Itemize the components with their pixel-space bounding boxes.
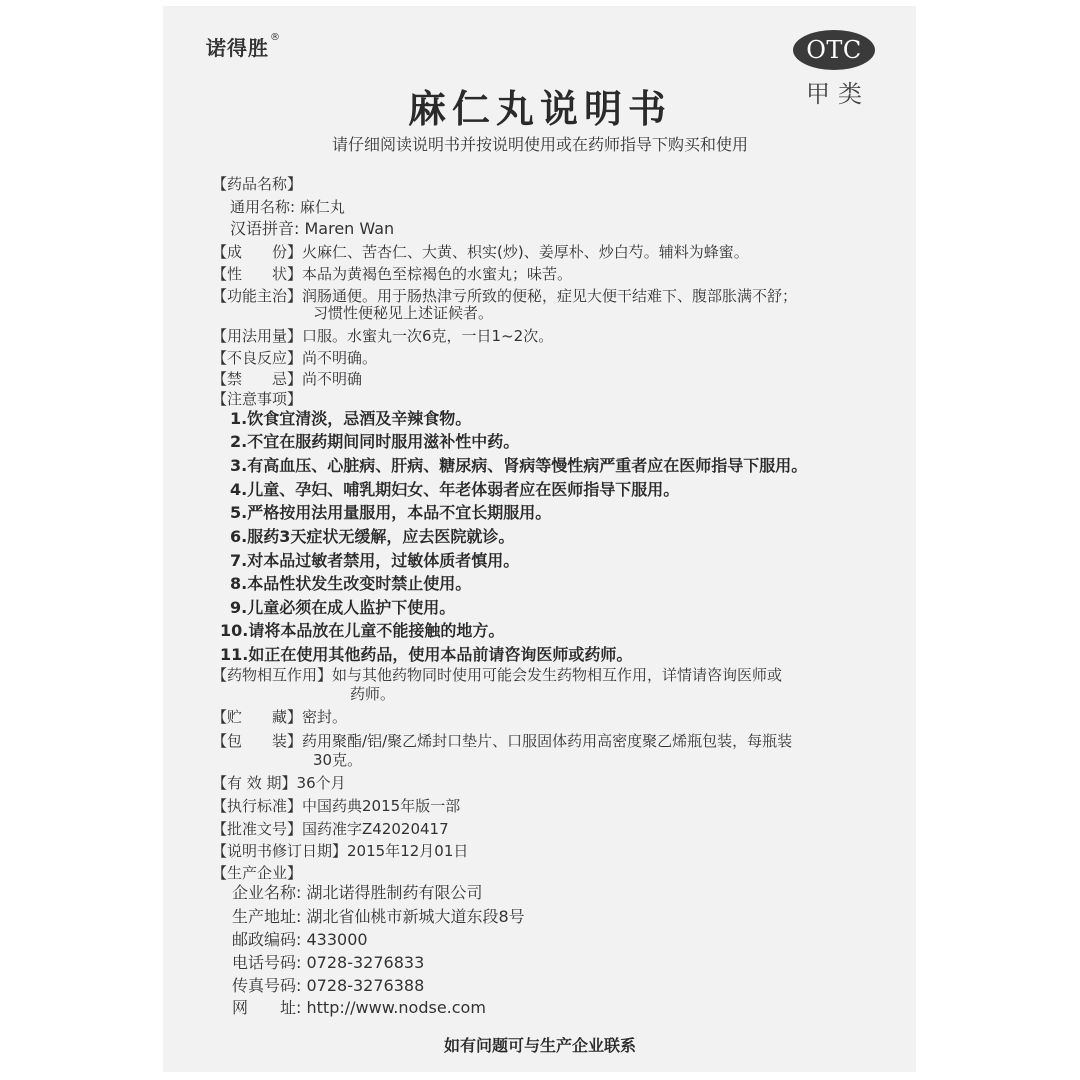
revision-label: 【说明书修订日期】 <box>212 842 348 860</box>
postcode-row <box>232 931 368 949</box>
drug-name-heading: 【药品名称】 <box>212 175 303 193</box>
precaution-item: 7.对本品过敏者禁用，过敏体质者慎用。 <box>230 551 520 570</box>
address-value: 湖北省仙桃市新城大道东段8号 <box>306 907 525 926</box>
precaution-item: 11.如正在使用其他药品，使用本品前请咨询医师或药师。 <box>220 645 633 664</box>
package-value: 药用聚酯/铝/聚乙烯封口垫片、口服固体药用高密度聚乙烯瓶包装，每瓶装 <box>302 732 793 750</box>
address-label: 生产地址: <box>232 907 302 926</box>
otc-badge: OTC <box>793 30 875 70</box>
validity-label: 【有 效 期】 <box>212 774 297 792</box>
interaction-cont: 药师。 <box>350 685 396 703</box>
website-value: http://www.nodse.com <box>306 998 486 1017</box>
precaution-item: 3.有高血压、心脏病、肝病、糖尿病、肾病等慢性病严重者应在医师指导下服用。 <box>230 456 808 475</box>
appearance-label: 【性 状】 <box>212 265 303 283</box>
approval-row <box>212 820 449 838</box>
package-row <box>212 732 792 750</box>
precautions-heading: 【注意事项】 <box>212 390 303 408</box>
phone-value: 0728-3276833 <box>306 953 425 972</box>
contraindications-label: 【禁 忌】 <box>212 370 303 388</box>
standard-label: 【执行标准】 <box>212 797 303 815</box>
approval-value: 国药准字Z42020417 <box>302 820 449 838</box>
ingredients-row <box>212 243 749 261</box>
interaction-row <box>212 666 782 684</box>
registered-mark: ® <box>270 32 281 43</box>
appearance-row <box>212 265 572 283</box>
indications-value: 润肠通便。用于肠热津亏所致的便秘，症见大便干结难下、腹部胀满不舒； <box>302 287 798 305</box>
validity-value: 36个月 <box>296 774 346 792</box>
package-label: 【包 装】 <box>212 732 303 750</box>
approval-label: 【批准文号】 <box>212 820 303 838</box>
appearance-value: 本品为黄褐色至棕褐色的水蜜丸；味苦。 <box>302 265 573 283</box>
pinyin-row <box>230 220 394 238</box>
generic-name-row <box>230 198 345 216</box>
validity-row <box>212 774 346 792</box>
precaution-item: 8.本品性状发生改变时禁止使用。 <box>230 574 472 593</box>
pinyin-value: Maren Wan <box>304 219 395 238</box>
precaution-item: 4.儿童、孕妇、哺乳期妇女、年老体弱者应在医师指导下服用。 <box>230 480 680 499</box>
precaution-item: 5.严格按用法用量服用，本品不宜长期服用。 <box>230 503 552 522</box>
storage-label: 【贮 藏】 <box>212 708 303 726</box>
website-label: 网 址: <box>232 998 302 1017</box>
precaution-item: 2.不宜在服药期间同时服用滋补性中药。 <box>230 432 520 451</box>
interaction-label: 【药物相互作用】 <box>212 666 333 684</box>
company-value: 湖北诺得胜制药有限公司 <box>306 883 483 902</box>
package-cont: 30克。 <box>313 751 363 769</box>
website-row <box>232 999 486 1017</box>
contraindications-row <box>212 370 362 388</box>
manufacturer-heading: 【生产企业】 <box>212 864 303 882</box>
storage-value: 密封。 <box>302 708 348 726</box>
revision-row <box>212 842 468 860</box>
indications-row <box>212 287 797 305</box>
generic-name-value: 麻仁丸 <box>299 198 345 216</box>
fax-label: 传真号码: <box>232 976 302 995</box>
page-subtitle: 请仔细阅读说明书并按说明使用或在药师指导下购买和使用 <box>331 135 748 154</box>
standard-row <box>212 797 460 815</box>
ingredients-label: 【成 份】 <box>212 243 303 261</box>
pinyin-label: 汉语拼音: <box>230 219 300 238</box>
precaution-item: 1.饮食宜清淡，忌酒及辛辣食物。 <box>230 409 472 428</box>
company-label: 企业名称: <box>232 883 302 902</box>
company-row <box>232 884 483 902</box>
page-title: 麻仁丸说明书 <box>407 87 672 131</box>
postcode-label: 邮政编码: <box>232 930 302 949</box>
dosage-value: 口服。水蜜丸一次6克，一日1~2次。 <box>302 327 554 345</box>
ingredients-value: 火麻仁、苦杏仁、大黄、枳实(炒)、姜厚朴、炒白芍。辅料为蜂蜜。 <box>302 243 749 261</box>
dosage-row <box>212 327 553 345</box>
fax-row <box>232 977 424 995</box>
postcode-value: 433000 <box>306 930 368 949</box>
otc-class-label: 甲类 <box>806 80 870 108</box>
fax-value: 0728-3276388 <box>306 976 425 995</box>
adverse-label: 【不良反应】 <box>212 349 303 367</box>
contraindications-value: 尚不明确 <box>302 370 363 388</box>
brand-logo: 诺得胜® <box>206 32 281 60</box>
adverse-row <box>212 349 377 367</box>
adverse-value: 尚不明确。 <box>302 349 378 367</box>
precaution-item: 10.请将本品放在儿童不能接触的地方。 <box>220 621 505 640</box>
phone-row <box>232 954 424 972</box>
storage-row <box>212 708 347 726</box>
footer-note: 如有问题可与生产企业联系 <box>443 1036 636 1055</box>
phone-label: 电话号码: <box>232 953 302 972</box>
standard-value: 中国药典2015年版一部 <box>302 797 461 815</box>
generic-name-label: 通用名称: <box>230 198 296 216</box>
indications-cont: 习惯性便秘见上述证候者。 <box>313 304 494 322</box>
dosage-label: 【用法用量】 <box>212 327 303 345</box>
address-row <box>232 908 525 926</box>
precaution-item: 6.服药3天症状无缓解，应去医院就诊。 <box>230 527 515 546</box>
indications-label: 【功能主治】 <box>212 287 303 305</box>
interaction-value: 如与其他药物同时使用可能会发生药物相互作用，详情请咨询医师或 <box>332 666 783 684</box>
revision-value: 2015年12月01日 <box>347 842 469 860</box>
precaution-item: 9.儿童必须在成人监护下使用。 <box>230 598 456 617</box>
